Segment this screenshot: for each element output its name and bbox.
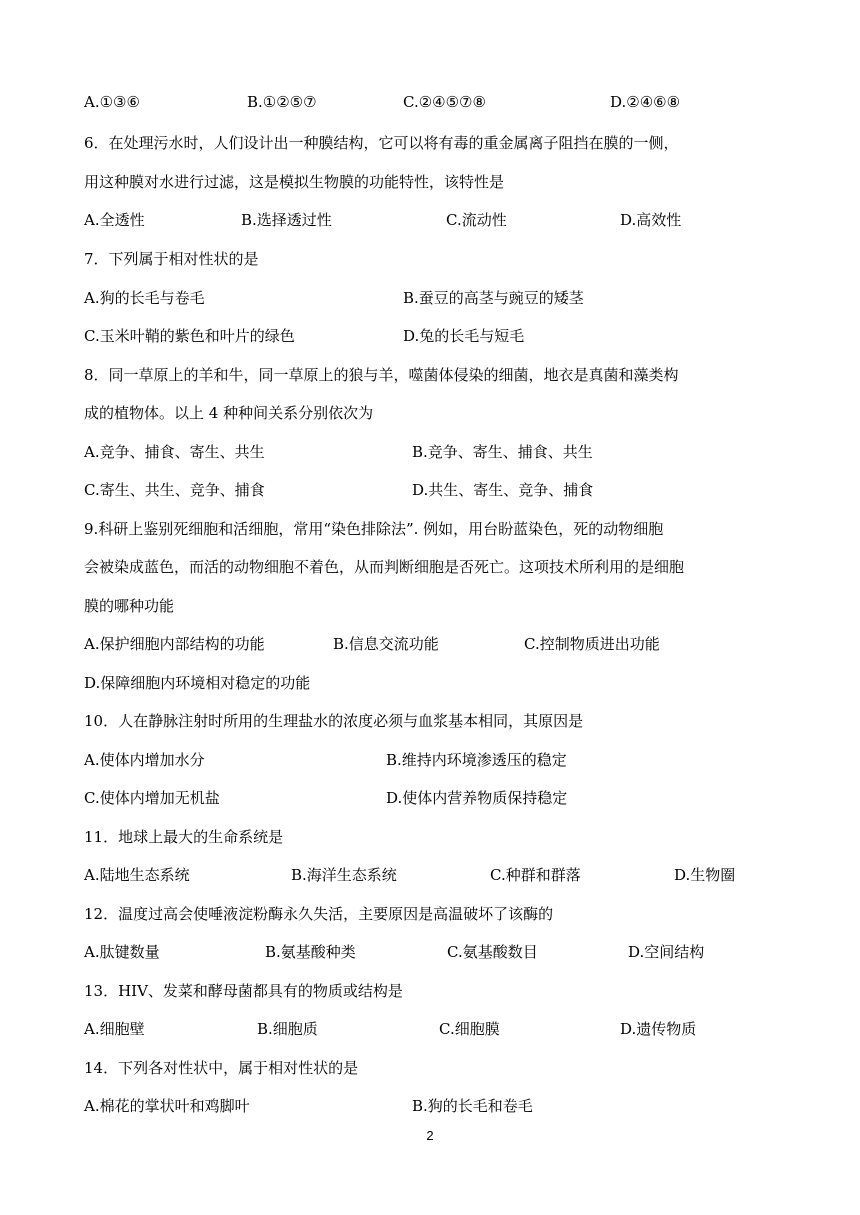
q10-option-b: B.维持内环境渗透压的稳定 [386,751,567,769]
q8-stem-line2: 成的植物体。以上 4 种种间关系分别依次为 [84,404,374,422]
q9-option-c: C.控制物质进出功能 [524,635,660,653]
q11-option-a: A.陆地生态系统 [84,866,190,884]
q10-option-a: A.使体内增加水分 [84,751,205,769]
q13-option-a: A.细胞壁 [84,1020,145,1038]
q9-stem-line3: 膜的哪种功能 [84,597,175,615]
q7-option-c: C.玉米叶鞘的紫色和叶片的绿色 [84,327,295,345]
q5-option-b: B.①②⑤⑦ [247,93,317,111]
q9-option-b: B.信息交流功能 [333,635,439,653]
q13-option-b: B.细胞质 [257,1020,318,1038]
q13-option-c: C.细胞膜 [439,1020,500,1038]
q7-option-b: B.蚕豆的高茎与豌豆的矮茎 [403,289,584,307]
q11-option-b: B.海洋生态系统 [291,866,397,884]
page-number: 2 [426,1128,434,1143]
q5-option-a: A.①③⑥ [84,93,140,111]
q8-option-c: C.寄生、共生、竞争、捕食 [84,481,265,499]
q9-stem-line1: 9.科研上鉴别死细胞和活细胞，常用“染色排除法”. 例如，用台盼蓝染色，死的动物细胞 [84,520,664,538]
q5-option-d: D.②④⑥⑧ [610,93,681,111]
q7-option-d: D.兔的长毛与短毛 [403,327,525,345]
q9-stem-line2: 会被染成蓝色，而活的动物细胞不着色，从而判断细胞是否死亡。这项技术所利用的是细胞 [84,558,685,576]
q13-stem: 13．HIV、发菜和酵母菌都具有的物质或结构是 [84,982,403,1000]
q7-stem: 7．下列属于相对性状的是 [84,250,259,268]
q8-option-d: D.共生、寄生、竞争、捕食 [412,481,594,499]
q8-option-a: A.竞争、捕食、寄生、共生 [84,443,265,461]
q6-stem-line1: 6．在处理污水时，人们设计出一种膜结构，它可以将有毒的重金属离子阻挡在膜的一侧， [84,134,679,152]
q11-stem: 11．地球上最大的生命系统是 [84,828,284,846]
q13-option-d: D.遗传物质 [620,1020,697,1038]
q14-option-b: B.狗的长毛和卷毛 [412,1097,533,1115]
q11-option-d: D.生物圈 [674,866,736,884]
q7-option-a: A.狗的长毛与卷毛 [84,289,205,307]
q12-option-a: A.肽键数量 [84,943,160,961]
q5-option-c: C.②④⑤⑦⑧ [403,93,486,111]
q8-option-b: B.竞争、寄生、捕食、共生 [412,443,593,461]
q12-stem: 12．温度过高会使唾液淀粉酶永久失活，主要原因是高温破坏了该酶的 [84,905,554,923]
q11-option-c: C.种群和群落 [490,866,581,884]
q8-stem-line1: 8．同一草原上的羊和牛，同一草原上的狼与羊，噬菌体侵染的细菌，地衣是真菌和藻类构 [84,366,679,384]
q10-option-c: C.使体内增加无机盐 [84,789,220,807]
q9-option-d: D.保障细胞内环境相对稳定的功能 [84,674,311,692]
q10-option-d: D.使体内营养物质保持稳定 [386,789,568,807]
q10-stem: 10．人在静脉注射时所用的生理盐水的浓度必须与血浆基本相同，其原因是 [84,712,584,730]
q9-option-a: A.保护细胞内部结构的功能 [84,635,265,653]
q14-option-a: A.棉花的掌状叶和鸡脚叶 [84,1097,250,1115]
q12-option-c: C.氨基酸数目 [447,943,538,961]
q12-option-b: B.氨基酸种类 [265,943,356,961]
q12-option-d: D.空间结构 [628,943,705,961]
q6-option-d: D.高效性 [620,211,682,229]
q6-option-b: B.选择透过性 [241,211,332,229]
q6-option-c: C.流动性 [446,211,507,229]
q6-stem-line2: 用这种膜对水进行过滤，这是模拟生物膜的功能特性，该特性是 [84,173,505,191]
q6-option-a: A.全透性 [84,211,145,229]
q14-stem: 14．下列各对性状中，属于相对性状的是 [84,1059,359,1077]
